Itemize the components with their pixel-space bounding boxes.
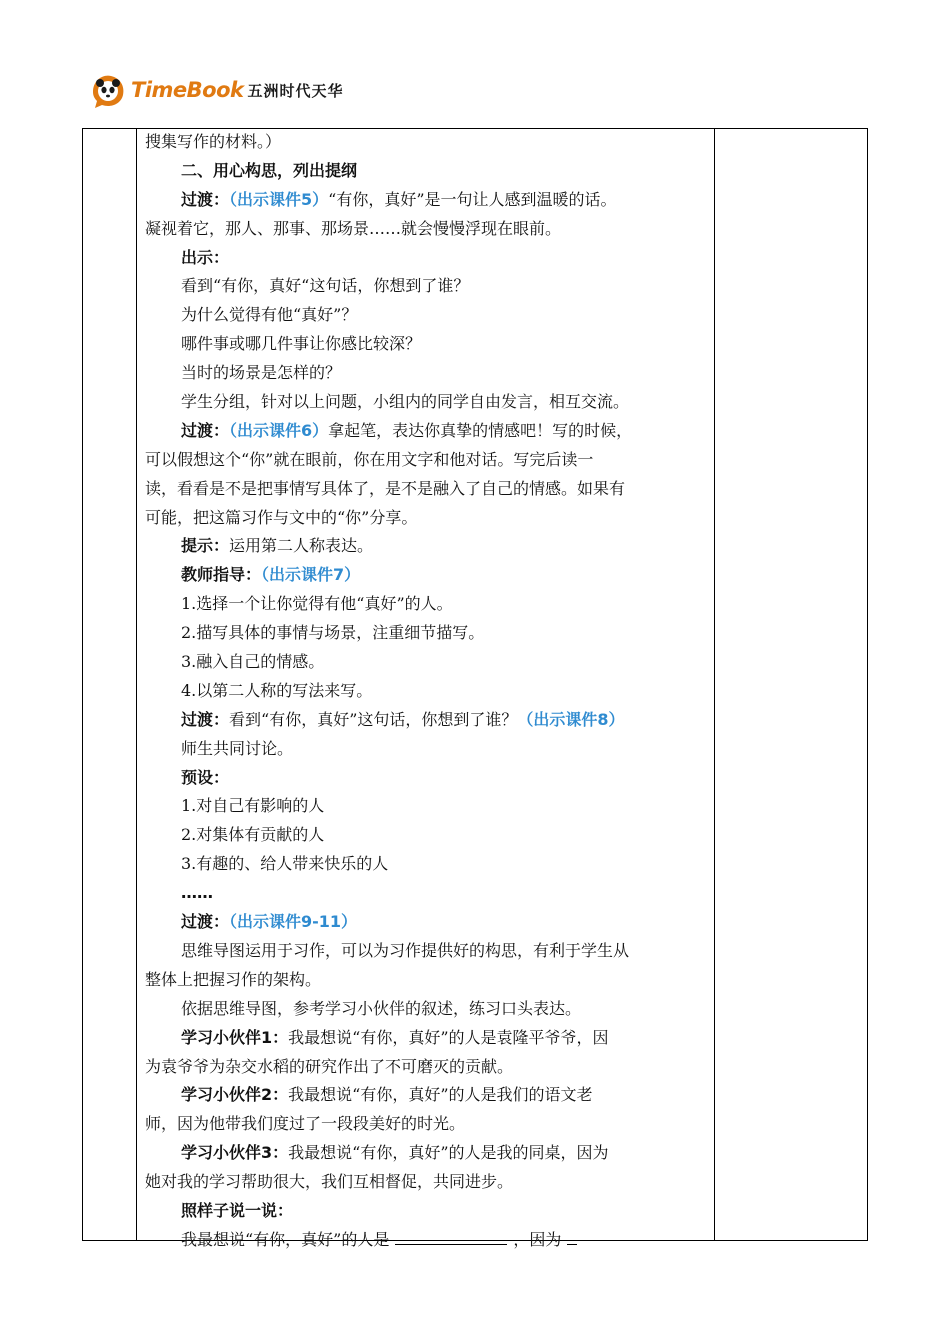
text-line [145,908,707,937]
text-line: 为什么觉得有他“真好”？ [181,305,358,325]
line-label: 过渡： [181,189,230,209]
fill-blank [395,1230,507,1245]
line-text: 我最想说“有你，真好”的人是 [181,1229,390,1249]
ellipsis: …… [181,883,213,903]
line-label: 过渡： [181,709,230,729]
fill-in-sentence [145,1226,707,1255]
text-line [145,532,707,561]
text-line: 可能，把这篇习作与文中的“你”分享。 [145,507,418,527]
lesson-content [145,128,707,1255]
panda-logo-icon [89,70,129,110]
courseware-reference: （出示课件5） [229,189,329,209]
line-label: 学习小伙伴1： [181,1027,289,1047]
table-divider-right [714,129,715,1240]
text-line: 整体上把握习作的架构。 [145,969,322,989]
courseware-reference: （出示课件6） [229,420,329,440]
list-item: 1.对自己有影响的人 [181,796,325,816]
text-line: 学生分组，针对以上问题，小组内的同学自由发言，相互交流。 [181,392,630,412]
list-item: 1.选择一个让你觉得有他“真好”的人。 [181,594,453,614]
brand-name-cn: 五洲时代天华 [247,81,344,100]
text-line: 依据思维导图，参考学习小伙伴的叙述，练习口头表达。 [181,998,582,1018]
fill-blank [567,1230,577,1245]
line-text: 我最想说“有你，真好”的人是我的同桌，因为 [288,1143,609,1163]
text-line [145,417,707,446]
line-label: 教师指导： [181,565,262,585]
text-line [145,1081,707,1110]
line-text: 我最想说“有你，真好”的人是袁隆平爷爷，因 [288,1027,609,1047]
line-label: 出示： [181,247,230,267]
line-text: 看到“有你，真好”这句话，你想到了谁？ [229,709,518,729]
line-label: 照样子说一说： [181,1200,294,1220]
text-line [145,1024,707,1053]
line-label: 学习小伙伴3： [181,1143,289,1163]
line-text: ，因为 [513,1229,562,1249]
list-item: 3.融入自己的情感。 [181,652,325,672]
line-label: 预设： [181,767,230,787]
line-text: “有你，真好”是一句让人感到温暖的话。 [328,189,617,209]
table-divider-left [136,129,137,1240]
line-text: 运用第二人称表达。 [229,536,374,556]
text-line: 思维导图运用于习作，可以为习作提供好的构思，有利于学生从 [181,940,630,960]
text-line: 哪件事或哪几件事让你感比较深？ [181,334,422,354]
list-item: 4.以第二人称的写法来写。 [181,680,373,700]
courseware-reference: （出示课件9-11） [229,912,358,932]
text-line: 她对我的学习帮助很大，我们互相督促，共同进步。 [145,1172,514,1192]
line-label: 学习小伙伴2： [181,1085,289,1105]
brand-name: TimeBook [131,78,244,102]
text-line: 搜集写作的材料。） [145,132,282,151]
text-line [145,1139,707,1168]
text-line: 凝视着它，那人、那事、那场景……就会慢慢浮现在眼前。 [145,218,562,238]
text-line: 师，因为他带我们度过了一段段美好的时光。 [145,1114,466,1134]
text-line: 为袁爷爷为杂交水稻的研究作出了不可磨灭的贡献。 [145,1056,514,1076]
line-text: 拿起笔，表达你真挚的情感吧！写的时候， [328,420,633,440]
text-line: 读，看看是不是把事情写具体了，是不是融入了自己的情感。如果有 [145,478,626,498]
line-label: 过渡： [181,912,230,932]
text-line [145,561,707,590]
text-line: 师生共同讨论。 [181,738,294,758]
list-item: 2.描写具体的事情与场景，注重细节描写。 [181,623,485,643]
header-logo [89,70,344,110]
courseware-reference: （出示课件7） [261,565,361,585]
list-item: 3.有趣的、给人带来快乐的人 [181,854,389,874]
text-line: 看到“有你，真好“这句话，你想到了谁？ [181,276,470,296]
line-text: 我最想说“有你，真好”的人是我们的语文老 [288,1085,593,1105]
text-line [145,186,707,215]
line-label: 提示： [181,536,230,556]
section-heading: 二、用心构思，列出提纲 [181,160,358,180]
text-line: 当时的场景是怎样的？ [181,363,342,383]
line-label: 过渡： [181,420,230,440]
list-item: 2.对集体有贡献的人 [181,825,325,845]
text-line: 可以假想这个“你”就在眼前，你在用文字和他对话。写完后读一 [145,449,594,469]
text-line [145,706,707,735]
courseware-reference: （出示课件8） [517,709,625,729]
